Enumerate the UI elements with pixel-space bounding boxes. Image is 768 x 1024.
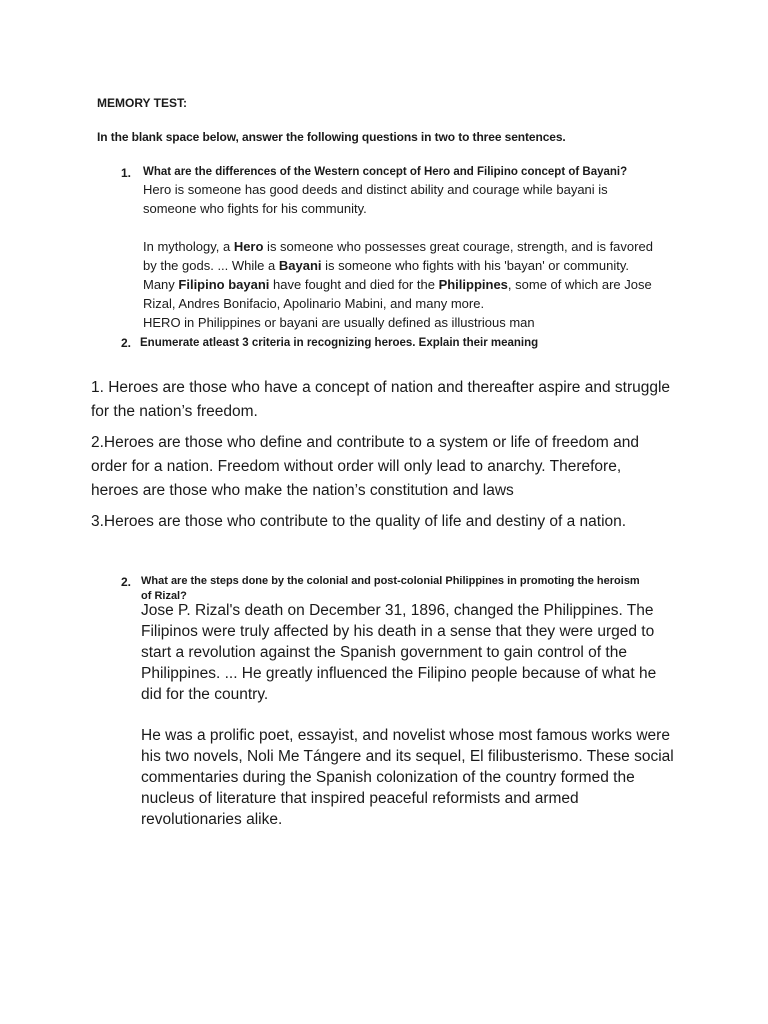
criteria-list [91,376,691,534]
instruction-text: In the blank space below, answer the following questions in two to three sentences. [97,130,566,144]
answer-1-paragraph-line: In mythology, a Hero is someone who possesses great courage, strength, and is favored [143,239,653,254]
answer-1-paragraph-line: HERO in Philippines or bayani are usually defined as illustrious man [143,315,535,330]
answer-3-paragraph-line: commentaries during the Spanish colonization of the country formed the [141,769,635,786]
answer-1-line: someone who fights for his community. [143,201,367,216]
criterion-1-line: 1. Heroes are those who have a concept of nation and thereafter aspire and struggle [91,379,671,396]
criterion-2-line: 2.Heroes are those who define and contribute to a system or life of freedom and [91,434,639,451]
answer-1-paragraph-line: by the gods. ... While a Bayani is someone who fights with his 'bayan' or community. [143,258,629,273]
answer-3-line: Jose P. Rizal's death on December 31, 1896, changed the Philippines. The [141,602,654,619]
criterion-2-line: heroes are those who make the nation’s constitution and laws [91,482,514,499]
criterion-2-line: order for a nation. Freedom without order will only lead to anarchy. Therefore, [91,458,622,475]
question-3-block [141,574,721,830]
question-3-text: of Rizal? [141,590,187,602]
question-2-number: 2. [121,336,132,350]
answer-3-line: Philippines. ... He greatly influenced the Filipino people because of what he [141,665,657,682]
answer-1-paragraph-line: Rizal, Andres Bonifacio, Apolinario Mabini, and many more. [143,296,485,311]
question-3-text: What are the steps done by the colonial and post-colonial Philippines in promoting the heroism [141,575,640,587]
answer-1-line: Hero is someone has good deeds and distinct ability and courage while bayani is [143,182,608,197]
answer-3-line: did for the country. [141,686,269,703]
answer-3-line: start a revolution against the Spanish government to gain control of the [141,644,627,661]
question-1-number: 1. [121,166,132,180]
answer-3-paragraph-line: nucleus of literature that inspired peaceful reformists and armed [141,790,579,807]
question-2-text: Enumerate atleast 3 criteria in recognizing heroes. Explain their meaning [140,337,539,349]
answer-3-paragraph-line: revolutionaries alike. [141,811,283,828]
criterion-3-line: 3.Heroes are those who contribute to the quality of life and destiny of a nation. [91,513,627,530]
answer-3-paragraph-line: his two novels, Noli Me Tángere and its sequel, El filibusterismo. These social [141,748,674,765]
question-1-text: What are the differences of the Western concept of Hero and Filipino concept of Bayani? [143,166,628,178]
page-title: MEMORY TEST: [97,96,188,110]
answer-1-paragraph-line: Many Filipino bayani have fought and died for the Philippines, some of which are Jose [143,277,652,292]
answer-3-paragraph-line: He was a prolific poet, essayist, and novelist whose most famous works were [141,727,670,744]
criterion-1-line: for the nation’s freedom. [91,403,258,420]
answer-3-line: Filipinos were truly affected by his death in a sense that they were urged to [141,623,655,640]
question-1-block [143,165,703,332]
question-3-number: 2. [121,575,132,589]
